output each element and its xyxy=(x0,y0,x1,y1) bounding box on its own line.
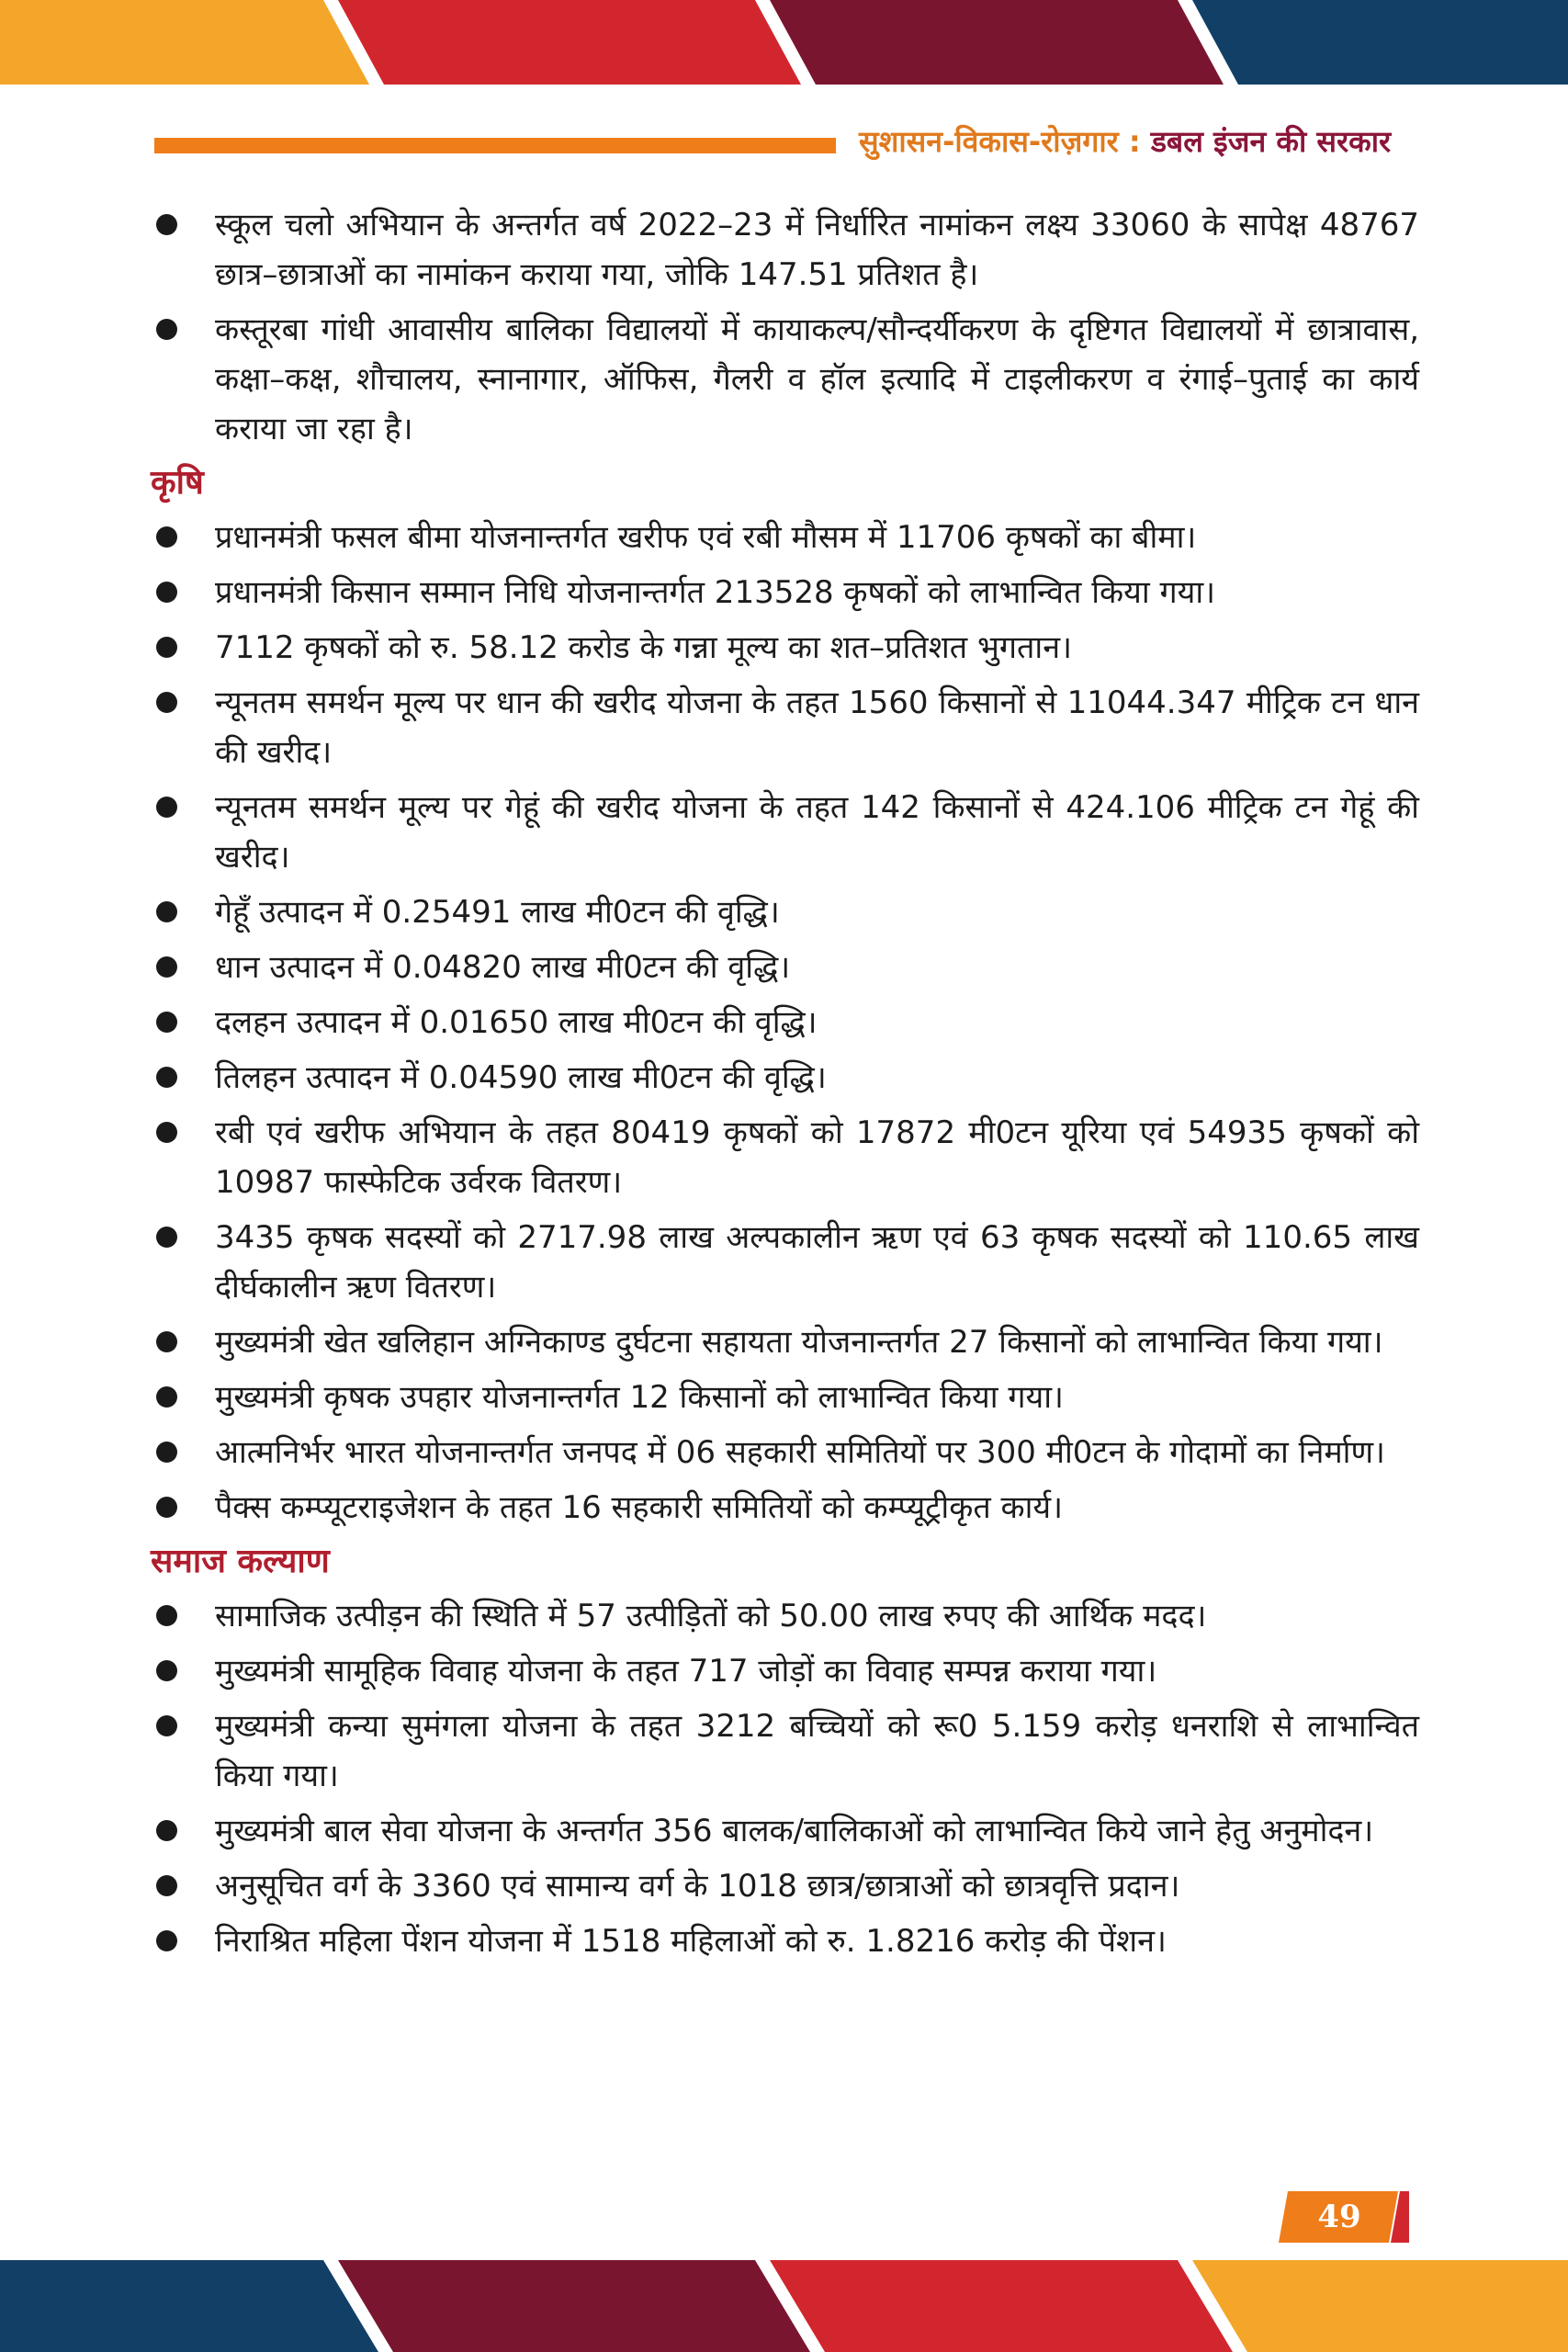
list-item: पैक्स कम्प्यूटराइजेशन के तहत 16 सहकारी समितियों को कम्प्यूट्रीकृत कार्य। xyxy=(147,1483,1419,1532)
list-item: स्कूल चलो अभियान के अन्तर्गत वर्ष 2022–23 में निर्धारित नामांकन लक्ष्य 33060 के सापेक्ष 48767 छात्र–छात्राओं का नामांकन कराया गया, जोकि 147.51 प्रतिशत है। xyxy=(147,200,1419,300)
bullet-icon xyxy=(156,319,177,340)
list-item: निराश्रित महिला पेंशन योजना में 1518 महिलाओं को रु. 1.8216 करोड़ की पेंशन। xyxy=(147,1917,1419,1966)
header-title xyxy=(859,121,1410,163)
list-item: दलहन उत्पादन में 0.01650 लाख मी0टन की वृद्धि। xyxy=(147,998,1419,1047)
list-item: आत्मनिर्भर भारत योजनान्तर्गत जनपद में 06 सहकारी समितियों पर 300 मी0टन के गोदामों का निर्माण। xyxy=(147,1428,1419,1477)
bullet-icon xyxy=(156,1386,177,1408)
list-item: न्यूनतम समर्थन मूल्य पर धान की खरीद योजना के तहत 1560 किसानों से 11044.347 मीट्रिक टन धान की खरीद। xyxy=(147,678,1419,777)
list-item: गेहूँ उत्पादन में 0.25491 लाख मी0टन की वृद्धि। xyxy=(147,888,1419,937)
page-number: 49 xyxy=(1317,2199,1361,2235)
header-rule xyxy=(154,138,836,153)
bullet-icon xyxy=(156,956,177,978)
header-title-part1: सुशासन-विकास-रोज़गार : xyxy=(859,124,1151,159)
list-item: मुख्यमंत्री कृषक उपहार योजनान्तर्गत 12 किसानों को लाभान्वित किया गया। xyxy=(147,1373,1419,1422)
list-item: 7112 कृषकों को रु. 58.12 करोड के गन्ना मूल्य का शत–प्रतिशत भुगतान। xyxy=(147,623,1419,673)
bullet-icon xyxy=(156,692,177,713)
page-content xyxy=(147,200,1419,1972)
list-item: धान उत्पादन में 0.04820 लाख मी0टन की वृद्धि। xyxy=(147,943,1419,992)
bullet-icon xyxy=(156,1497,177,1518)
list-item: अनुसूचित वर्ग के 3360 एवं सामान्य वर्ग के 1018 छात्र/छात्राओं को छात्रवृत्ति प्रदान। xyxy=(147,1861,1419,1911)
bullet-icon xyxy=(156,901,177,922)
list-item: मुख्यमंत्री सामूहिक विवाह योजना के तहत 717 जोड़ों का विवाह सम्पन्न कराया गया। xyxy=(147,1646,1419,1696)
list-item: सामाजिक उत्पीड़न की स्थिति में 57 उत्पीड़ितों को 50.00 लाख रुपए की आर्थिक मदद। xyxy=(147,1591,1419,1641)
list-item: मुख्यमंत्री बाल सेवा योजना के अन्तर्गत 356 बालक/बालिकाओं को लाभान्वित किये जाने हेतु अनुमोदन। xyxy=(147,1806,1419,1856)
list-item: 3435 कृषक सदस्यों को 2717.98 लाख अल्पकालीन ऋण एवं 63 कृषक सदस्यों को 110.65 लाख दीर्घकालीन ऋण वितरण। xyxy=(147,1213,1419,1312)
bullet-icon xyxy=(156,1227,177,1248)
bullet-icon xyxy=(156,1067,177,1088)
bullet-icon xyxy=(156,582,177,603)
list-item: प्रधानमंत्री फसल बीमा योजनान्तर्गत खरीफ एवं रबी मौसम में 11706 कृषकों का बीमा। xyxy=(147,513,1419,562)
list-item: कस्तूरबा गांधी आवासीय बालिका विद्यालयों में कायाकल्प/सौन्दर्यीकरण के दृष्टिगत विद्यालयों में छात्रावास, कक्षा–कक्ष, शौचालय, स्नानागार, ऑफिस, गैलरी व हॉल इत्यादि में टाइलीकरण व रंगाई–पुताई का कार्य कराया जा रहा है। xyxy=(147,305,1419,454)
bullet-icon xyxy=(156,214,177,235)
section-heading-krishi: कृषि xyxy=(151,464,204,502)
intro-list xyxy=(147,200,1419,454)
bullet-icon xyxy=(156,1715,177,1736)
list-item: रबी एवं खरीफ अभियान के तहत 80419 कृषकों को 17872 मी0टन यूरिया एवं 54935 कृषकों को 10987 फास्फेटिक उर्वरक वितरण। xyxy=(147,1108,1419,1207)
section-heading-samaj-kalyan: समाज कल्याण xyxy=(151,1543,330,1580)
page-number-badge xyxy=(1279,2191,1409,2243)
bullet-icon xyxy=(156,1660,177,1681)
bottom-color-band xyxy=(0,2260,1568,2352)
bullet-icon xyxy=(156,1012,177,1033)
list-item: तिलहन उत्पादन में 0.04590 लाख मी0टन की वृद्धि। xyxy=(147,1053,1419,1102)
krishi-list xyxy=(147,513,1419,1532)
samaj-kalyan-list xyxy=(147,1591,1419,1966)
list-item: मुख्यमंत्री खेत खलिहान अग्निकाण्ड दुर्घटना सहायता योजनान्तर्गत 27 किसानों को लाभान्वित किया गया। xyxy=(147,1317,1419,1367)
top-color-band xyxy=(0,0,1568,85)
list-item: प्रधानमंत्री किसान सम्मान निधि योजनान्तर्गत 213528 कृषकों को लाभान्वित किया गया। xyxy=(147,568,1419,617)
bullet-icon xyxy=(156,637,177,658)
bullet-icon xyxy=(156,1442,177,1463)
list-item: न्यूनतम समर्थन मूल्य पर गेहूं की खरीद योजना के तहत 142 किसानों से 424.106 मीट्रिक टन गेहूं की खरीद। xyxy=(147,783,1419,882)
bullet-icon xyxy=(156,1875,177,1896)
bullet-icon xyxy=(156,1122,177,1143)
bullet-icon xyxy=(156,797,177,818)
list-item: मुख्यमंत्री कन्या सुमंगला योजना के तहत 3212 बच्चियों को रू0 5.159 करोड़ धनराशि से लाभान्वित किया गया। xyxy=(147,1702,1419,1801)
bullet-icon xyxy=(156,1605,177,1626)
bullet-icon xyxy=(156,1820,177,1841)
bullet-icon xyxy=(156,526,177,548)
bullet-icon xyxy=(156,1930,177,1951)
bullet-icon xyxy=(156,1331,177,1352)
header-title-part2: डबल इंजन की सरकार xyxy=(1150,124,1392,159)
